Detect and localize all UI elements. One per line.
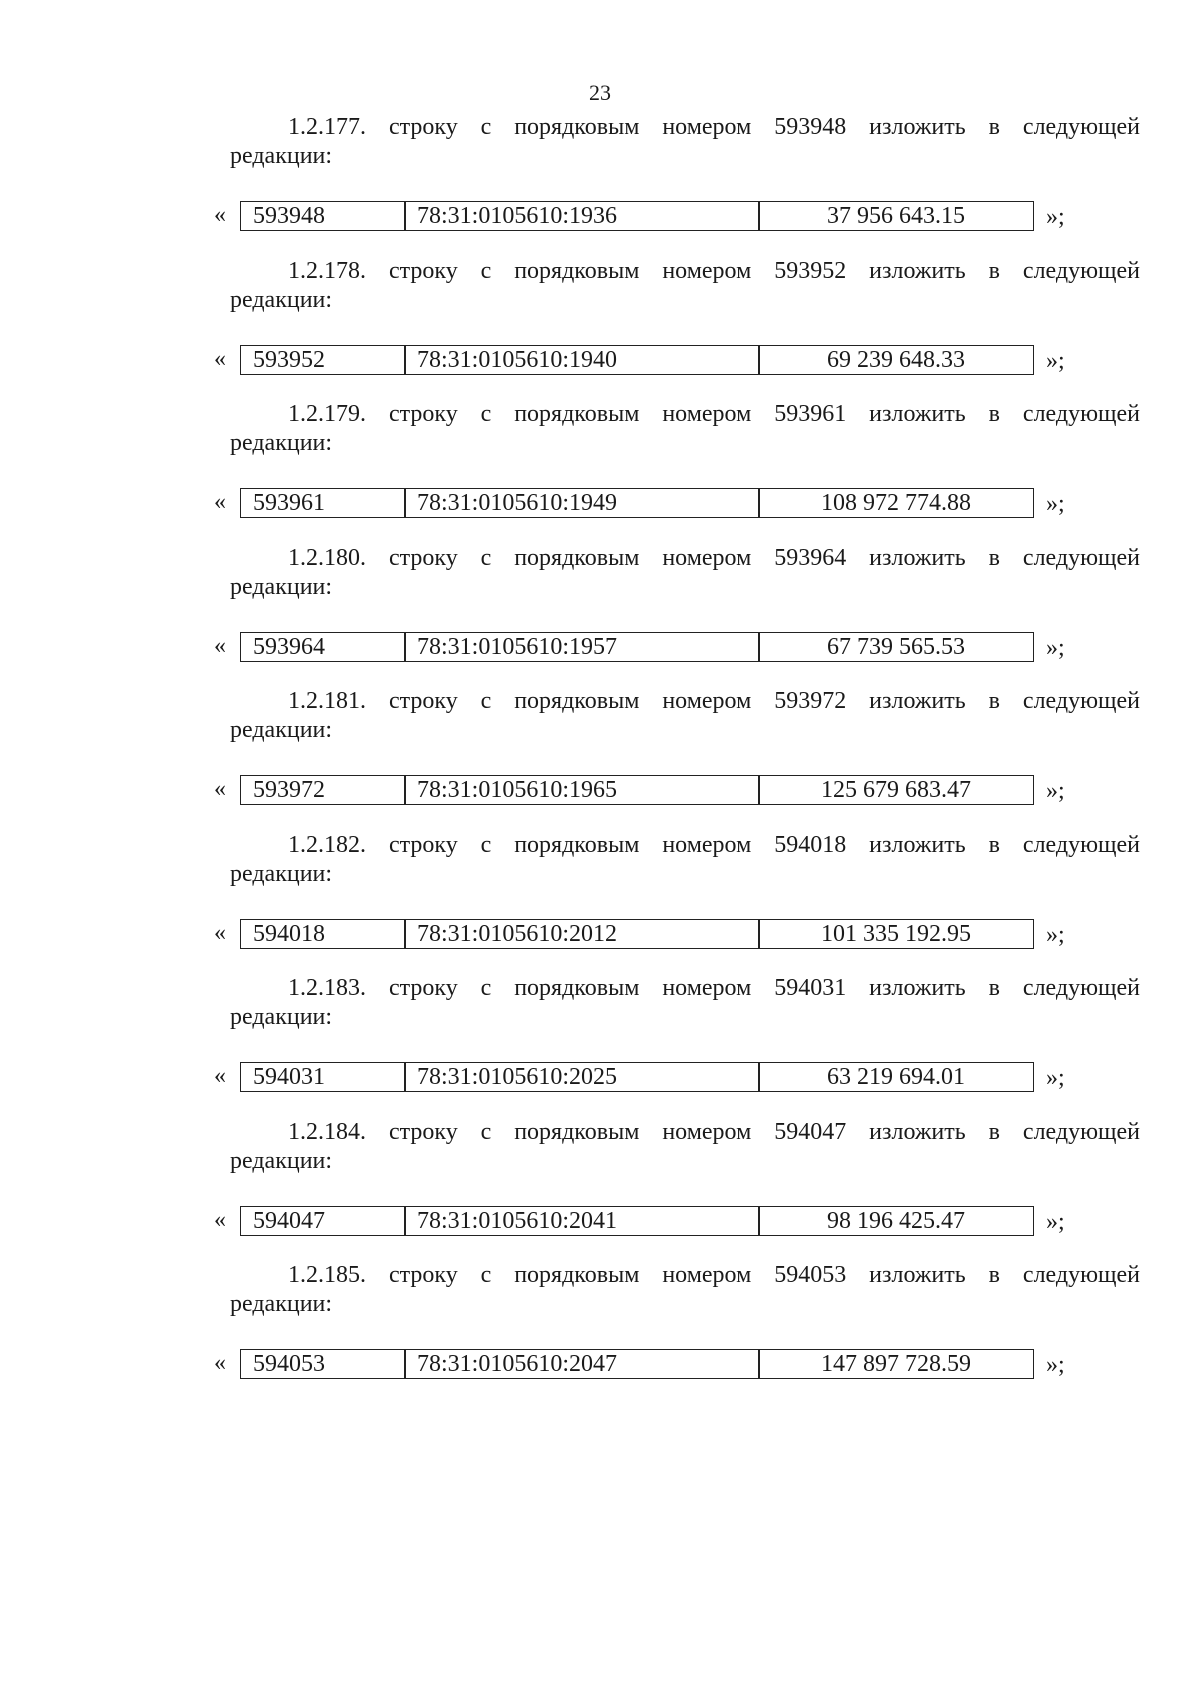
clause-number: 1.2.185.: [288, 1262, 366, 1288]
amendment-item: [0, 257, 1200, 407]
cadastral-value-cell: 108 972 774.88: [758, 488, 1034, 518]
quote-open: «: [214, 1063, 226, 1089]
cadastral-number-cell: 78:31:0105610:1949: [404, 488, 760, 518]
row-number-cell: 594031: [240, 1062, 406, 1092]
clause-continuation: редакции:: [230, 143, 333, 169]
clause-number: 1.2.182.: [288, 832, 366, 858]
clause-body: строку с порядковым номером 593972 изложить в следующей: [388, 688, 1140, 714]
amendment-item: [0, 1118, 1200, 1268]
cadastral-value-cell: 125 679 683.47: [758, 775, 1034, 805]
clause-text: [230, 544, 1140, 573]
clause-number: 1.2.177.: [288, 114, 366, 140]
quote-open: «: [214, 346, 226, 372]
amendment-item: [0, 1261, 1200, 1411]
quote-open: «: [214, 1350, 226, 1376]
clause-continuation: редакции:: [230, 1148, 333, 1174]
quote-close: »;: [1046, 348, 1065, 374]
cadastral-number-cell: 78:31:0105610:1940: [404, 345, 760, 375]
row-number-cell: 593948: [240, 201, 406, 231]
cadastral-value-cell: 147 897 728.59: [758, 1349, 1034, 1379]
clause-continuation: редакции:: [230, 574, 333, 600]
quote-open: «: [214, 1207, 226, 1233]
clause-body: строку с порядковым номером 593952 изложить в следующей: [388, 258, 1140, 284]
clause-text: [230, 831, 1140, 860]
clause-number: 1.2.179.: [288, 401, 366, 427]
cadastral-number-cell: 78:31:0105610:1965: [404, 775, 760, 805]
row-number-cell: 594053: [240, 1349, 406, 1379]
clause-number: 1.2.180.: [288, 545, 366, 571]
cadastral-value-cell: 98 196 425.47: [758, 1206, 1034, 1236]
quote-open: «: [214, 920, 226, 946]
clause-body: строку с порядковым номером 593964 изложить в следующей: [388, 545, 1140, 571]
clause-number: 1.2.178.: [288, 258, 366, 284]
row-number-cell: 593972: [240, 775, 406, 805]
cadastral-number-cell: 78:31:0105610:1936: [404, 201, 760, 231]
clause-body: строку с порядковым номером 594031 изложить в следующей: [388, 975, 1140, 1001]
clause-continuation: редакции:: [230, 1291, 333, 1317]
clause-body: строку с порядковым номером 594053 изложить в следующей: [388, 1262, 1140, 1288]
row-number-cell: 593961: [240, 488, 406, 518]
clause-continuation: редакции:: [230, 1004, 333, 1030]
clause-text: [230, 687, 1140, 716]
clause-text: [230, 400, 1140, 429]
quote-close: »;: [1046, 491, 1065, 517]
clause-number: 1.2.181.: [288, 688, 366, 714]
cadastral-value-cell: 37 956 643.15: [758, 201, 1034, 231]
quote-close: »;: [1046, 1065, 1065, 1091]
quote-open: «: [214, 202, 226, 228]
cadastral-number-cell: 78:31:0105610:2041: [404, 1206, 760, 1236]
row-number-cell: 594018: [240, 919, 406, 949]
clause-number: 1.2.183.: [288, 975, 366, 1001]
clause-number: 1.2.184.: [288, 1119, 366, 1145]
clause-continuation: редакции:: [230, 430, 333, 456]
clause-text: [230, 1261, 1140, 1290]
amendment-item: [0, 544, 1200, 694]
row-number-cell: 594047: [240, 1206, 406, 1236]
cadastral-value-cell: 67 739 565.53: [758, 632, 1034, 662]
clause-text: [230, 1118, 1140, 1147]
quote-close: »;: [1046, 204, 1065, 230]
amendment-item: [0, 831, 1200, 981]
clause-continuation: редакции:: [230, 287, 333, 313]
amendment-item: [0, 974, 1200, 1124]
quote-close: »;: [1046, 635, 1065, 661]
quote-open: «: [214, 489, 226, 515]
quote-close: »;: [1046, 1209, 1065, 1235]
amendment-item: [0, 687, 1200, 837]
clause-text: [230, 257, 1140, 286]
quote-open: «: [214, 776, 226, 802]
cadastral-number-cell: 78:31:0105610:2012: [404, 919, 760, 949]
cadastral-number-cell: 78:31:0105610:2047: [404, 1349, 760, 1379]
row-number-cell: 593952: [240, 345, 406, 375]
cadastral-number-cell: 78:31:0105610:2025: [404, 1062, 760, 1092]
cadastral-value-cell: 63 219 694.01: [758, 1062, 1034, 1092]
clause-body: строку с порядковым номером 593961 изложить в следующей: [388, 401, 1140, 427]
quote-open: «: [214, 633, 226, 659]
amendment-item: [0, 400, 1200, 550]
clause-body: строку с порядковым номером 593948 изложить в следующей: [388, 114, 1140, 140]
clause-body: строку с порядковым номером 594018 изложить в следующей: [388, 832, 1140, 858]
quote-close: »;: [1046, 922, 1065, 948]
clause-text: [230, 113, 1140, 142]
row-number-cell: 593964: [240, 632, 406, 662]
clause-continuation: редакции:: [230, 717, 333, 743]
quote-close: »;: [1046, 778, 1065, 804]
cadastral-number-cell: 78:31:0105610:1957: [404, 632, 760, 662]
cadastral-value-cell: 101 335 192.95: [758, 919, 1034, 949]
clause-continuation: редакции:: [230, 861, 333, 887]
clause-text: [230, 974, 1140, 1003]
quote-close: »;: [1046, 1352, 1065, 1378]
page-number: 23: [589, 80, 611, 105]
clause-body: строку с порядковым номером 594047 изложить в следующей: [388, 1119, 1140, 1145]
amendment-item: [0, 113, 1200, 263]
cadastral-value-cell: 69 239 648.33: [758, 345, 1034, 375]
